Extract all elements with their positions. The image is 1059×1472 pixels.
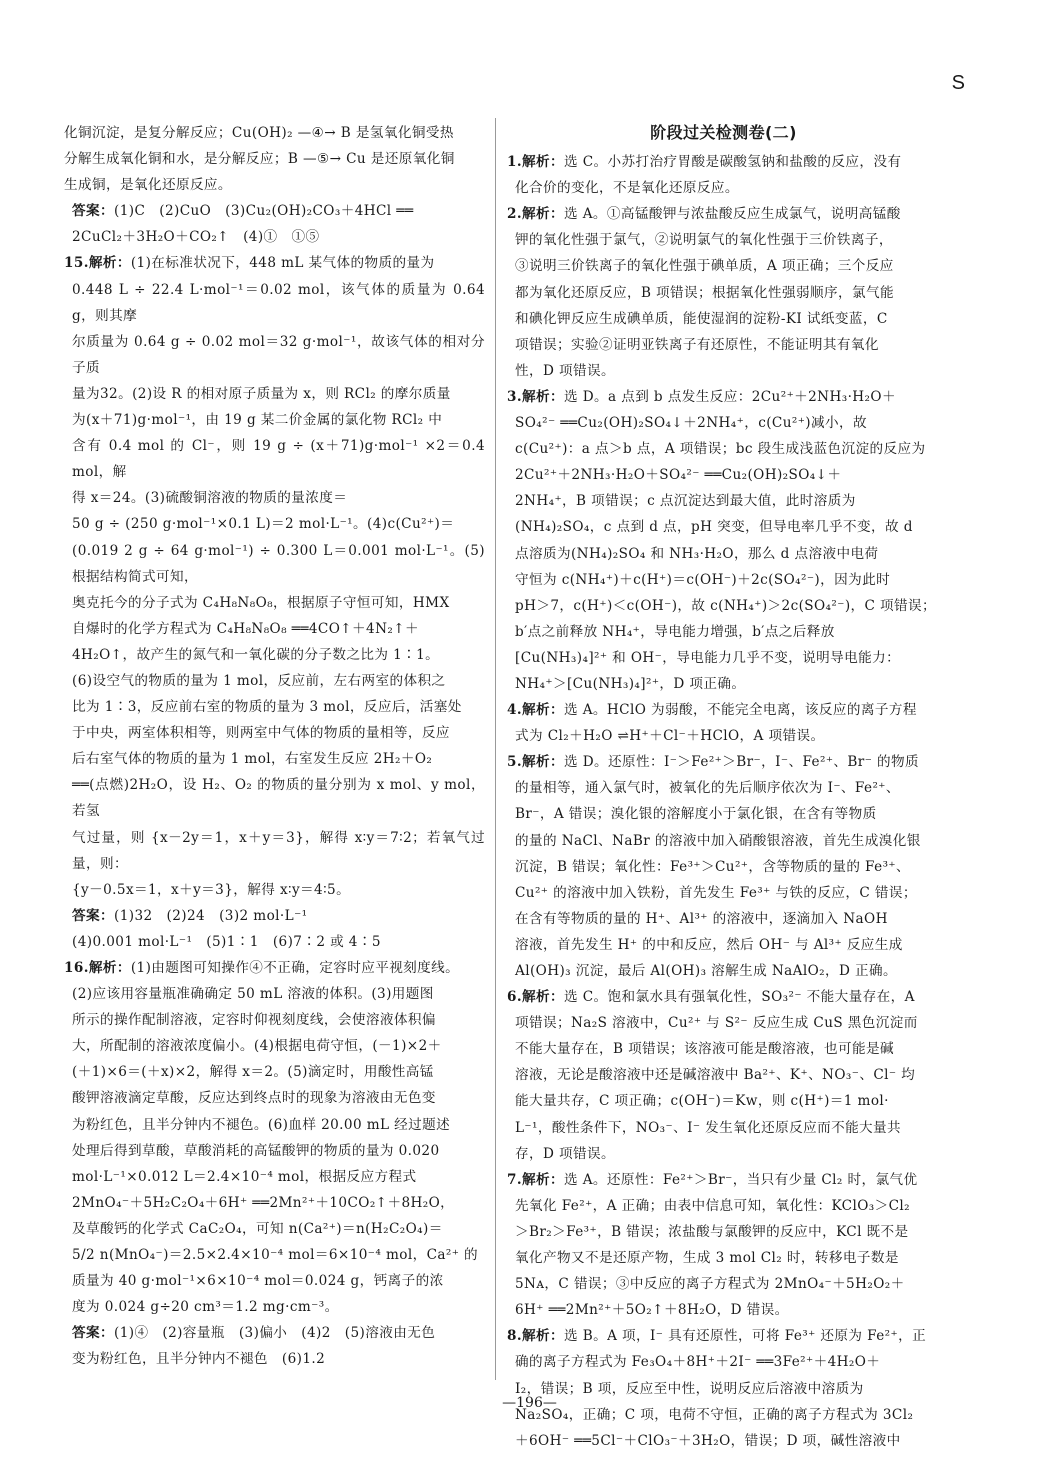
question-label: 3.解析：	[507, 388, 564, 405]
column-divider	[495, 118, 496, 1380]
text-line: 化铜沉淀，是复分解反应；Cu(OH)₂ —④→ B 是氢氧化铜受热	[64, 125, 454, 141]
section-title: 阶段过关检测卷(二)	[650, 123, 797, 142]
question-7	[507, 1167, 940, 1324]
p14-answer	[64, 198, 485, 250]
question-label: 7.解析：	[507, 1171, 564, 1188]
text-line: mol·L⁻¹×0.012 L＝2.4×10⁻⁴ mol，根据反应方程式	[72, 1168, 417, 1185]
text-line: 先氧化 Fe²⁺，A 正确；由表中信息可知，氧化性：KClO₃＞Cl₂	[515, 1197, 911, 1214]
question-label: 4.解析：	[507, 702, 564, 719]
left-column	[64, 120, 485, 1373]
text-line: 都为氧化还原反应，B 项错误；根据氧化性强弱顺序，氯气能	[515, 284, 894, 301]
question-16	[64, 955, 485, 1373]
text-line: 为(x＋71)g·mol⁻¹，由 19 g 某二价金属的氯化物 RCl₂ 中	[72, 412, 443, 429]
text-line: ＋6OH⁻ ══5Cl⁻＋ClO₃⁻＋3H₂O，错误；D 项，碱性溶液中	[515, 1432, 901, 1449]
text-line: (1)由题图可知操作④不正确，定容时应平视刻度线。	[130, 960, 460, 976]
text-line: ══(点燃)2H₂O，设 H₂、O₂ 的物质的量分别为 x mol、y mol，若氢	[72, 777, 485, 820]
text-line: 能大量共存，C 项正确；c(OH⁻)＝Kw，则 c(H⁺)＝1 mol·	[515, 1093, 889, 1110]
text-line: 2Cu²⁺＋2NH₃·H₂O＋SO₄²⁻ ══Cu₂(OH)₂SO₄↓＋	[515, 467, 842, 484]
text-line: 比为 1∶3，反应前右室的物质的量为 3 mol，反应后，活塞处	[72, 699, 462, 716]
text-line: 奥克托今的分子式为 C₄H₈N₈O₈，根据原子守恒可知，HMX	[72, 594, 450, 611]
text-line: 选 A。HClO 为弱酸，不能完全电离，该反应的离子方程	[563, 702, 917, 719]
question-1	[507, 149, 940, 201]
text-line: 选 C。饱和氯水具有强氧化性，SO₃²⁻ 不能大量存在，A	[563, 989, 915, 1006]
text-line: Cu²⁺ 的溶液中加入铁粉，首先发生 Fe³⁺ 与铁的反应，C 错误；	[515, 884, 917, 901]
text-line: 选 A。①高锰酸钾与浓盐酸反应生成氯气，说明高锰酸	[563, 206, 901, 223]
question-label: 1.解析：	[507, 154, 564, 171]
text-line: 后右室气体的物质的量为 1 mol，右室发生反应 2H₂＋O₂	[72, 751, 433, 768]
text-line-row	[507, 1167, 940, 1193]
text-line: 及草酸钙的化学式 CaC₂O₄，可知 n(Ca²⁺)＝n(H₂C₂O₄)＝	[72, 1220, 443, 1237]
text-line-row	[507, 384, 940, 410]
text-line: 0.448 L ÷ 22.4 L·mol⁻¹＝0.02 mol，该气体的质量为 0.64 g，则其摩	[72, 281, 485, 324]
page-number: —196—	[502, 1395, 557, 1411]
text-line: 于中央，两室体积相等，则两室中气体的物质的量相等，反应	[72, 725, 450, 742]
text-line: 守恒为 c(NH₄⁺)＋c(H⁺)＝c(OH⁻)＋2c(SO₄²⁻)，因为此时	[515, 571, 891, 588]
text-line: 尔质量为 0.64 g ÷ 0.02 mol＝32 g·mol⁻¹，故该气体的相对分子质	[72, 333, 485, 376]
text-line: 选 C。小苏打治疗胃酸是碳酸氢钠和盐酸的反应，没有	[563, 154, 902, 171]
text-line: 处理后得到草酸，草酸消耗的高锰酸钾的物质的量为 0.020	[72, 1142, 440, 1159]
text-line: (4)0.001 mol·L⁻¹ (5)1∶1 (6)7∶2 或 4∶5	[72, 933, 381, 950]
question-2	[507, 201, 940, 384]
text-line: (0.019 2 g ÷ 64 g·mol⁻¹) ÷ 0.300 L＝0.001 mol·L⁻¹。(5)根据结构简式可知，	[72, 542, 485, 585]
question-label: 16.解析：	[64, 960, 131, 976]
text-line: 生成铜，是氧化还原反应。	[64, 177, 232, 194]
text-line: 分解生成氧化铜和水，是分解反应；B —⑤→ Cu 是还原氧化铜	[64, 151, 455, 168]
question-4	[507, 697, 940, 749]
question-3	[507, 384, 940, 697]
text-line: 质量为 40 g·mol⁻¹×6×10⁻⁴ mol＝0.024 g，钙离子的浓	[72, 1273, 444, 1290]
text-line: 含有 0.4 mol 的 Cl⁻，则 19 g ÷ (x＋71)g·mol⁻¹ ×2＝0.4 mol，解	[72, 438, 485, 481]
text-line: 5Nᴀ，C 错误；③中反应的离子方程式为 2MnO₄⁻＋5H₂O₂＋	[515, 1276, 905, 1293]
question-6	[507, 984, 940, 1167]
text-line: 5/2 n(MnO₄⁻)＝2.5×2.4×10⁻⁴ mol＝6×10⁻⁴ mol，Ca²⁺ 的	[72, 1247, 479, 1264]
answer-label: 答案：	[72, 907, 114, 924]
text-line: (1)32 (2)24 (3)2 mol·L⁻¹	[113, 907, 308, 924]
text-line: 所示的操作配制溶液，定容时仰视刻度线，会使溶液体积偏	[72, 1012, 436, 1029]
text-line: pH＞7，c(H⁺)＜c(OH⁻)，故 c(NH₄⁺)＞2c(SO₄²⁻)，C 项错误；	[515, 597, 937, 614]
question-label: 2.解析：	[507, 206, 564, 223]
text-line: (1)在标准状况下，448 mL 某气体的物质的量为	[130, 255, 435, 272]
text-line: SO₄²⁻ ══Cu₂(OH)₂SO₄↓＋2NH₄⁺，c(Cu²⁺)减小，故	[515, 415, 867, 432]
text-line: 大，所配制的溶液浓度偏小。(4)根据电荷守恒，(－1)×2＋	[72, 1038, 442, 1055]
text-line: [Cu(NH₃)₄]²⁺ 和 OH⁻，导电能力几乎不变，说明导电能力：	[515, 649, 901, 666]
text-line: (＋1)×6＝(＋x)×2，解得 x＝2。(5)滴定时，用酸性高锰	[72, 1064, 434, 1081]
question-5	[507, 749, 940, 984]
text-line-row	[507, 149, 940, 175]
text-line: 钾的氧化性强于氯气，②说明氯气的氧化性强于三价铁离子，	[515, 232, 893, 249]
question-label: 5.解析：	[507, 754, 564, 771]
text-line: (1)C (2)CuO (3)Cu₂(OH)₂CO₃＋4HCl ══	[113, 203, 414, 220]
text-line: 不能大量存在，B 项错误；该溶液可能是酸溶液，也可能是碱	[515, 1041, 894, 1058]
text-line: 项错误；实验②证明亚铁离子有还原性，不能证明其有氧化	[515, 336, 879, 353]
corner-letter: S	[951, 72, 965, 94]
text-line: 化合价的变化，不是氧化还原反应。	[515, 180, 739, 197]
text-line: (2)应该用容量瓶准确确定 50 mL 溶液的体积。(3)用题图	[72, 986, 434, 1003]
text-line: 量为32。(2)设 R 的相对原子质量为 x，则 RCl₂ 的摩尔质量	[72, 385, 451, 402]
text-line: (NH₄)₂SO₄，c 点到 d 点，pH 突变，但导电率几乎不变，故 d	[515, 519, 913, 536]
question-15	[64, 250, 485, 955]
text-line: 变为粉红色，且半分钟内不褪色 (6)1.2	[72, 1351, 326, 1368]
text-line: b′点之前释放 NH₄⁺，导电能力增强，b′点之后释放	[515, 623, 835, 640]
text-line: 确的离子方程式为 Fe₃O₄＋8H⁺＋2I⁻ ══3Fe²⁺＋4H₂O＋	[515, 1354, 881, 1371]
text-line: 在含有等物质的量的 H⁺、Al³⁺ 的溶液中，逐滴加入 NaOH	[515, 910, 888, 927]
text-line: I₂，错误；B 项，反应至中性，说明反应后溶液中溶质为	[515, 1380, 864, 1397]
text-line: 选 A。还原性：Fe²⁺＞Br⁻，当只有少量 Cl₂ 时，氯气优	[563, 1171, 918, 1188]
text-line: 2NH₄⁺，B 项错误；c 点沉淀达到最大值，此时溶质为	[515, 493, 856, 510]
text-line: 溶液，无论是酸溶液中还是碱溶液中 Ba²⁺、K⁺、NO₃⁻、Cl⁻ 均	[515, 1067, 916, 1084]
text-line: 自爆时的化学方程式为 C₄H₈N₈O₈ ══4CO↑＋4N₂↑＋	[72, 620, 419, 637]
question-label: 15.解析：	[64, 255, 131, 272]
text-line: (1)④ (2)容量瓶 (3)偏小 (4)2 (5)溶液由无色	[113, 1325, 436, 1342]
text-line: 4H₂O↑，故产生的氮气和一氧化碳的分子数之比为 1∶1。	[72, 646, 440, 663]
text-line: 的量的 NaCl、NaBr 的溶液中加入硝酸银溶液，首先生成溴化银	[515, 832, 921, 849]
text-line: 6H⁺ ══2Mn²⁺＋5O₂↑＋8H₂O，D 错误。	[515, 1302, 789, 1319]
text-line: 存，D 项错误。	[515, 1145, 615, 1162]
text-line: 点溶质为(NH₄)₂SO₄ 和 NH₃·H₂O，那么 d 点溶液中电荷	[515, 545, 879, 562]
answer-list	[507, 149, 940, 1454]
answer-label: 答案：	[72, 203, 114, 220]
text-line: 沉淀，B 错误；氧化性：Fe³⁺＞Cu²⁺，含等物质的量的 Fe³⁺、	[515, 858, 911, 875]
question-label: 8.解析：	[507, 1328, 564, 1345]
question-label: 6.解析：	[507, 989, 564, 1006]
p14-continuation	[64, 120, 485, 198]
question-8	[507, 1323, 940, 1453]
text-line: (6)设空气的物质的量为 1 mol，反应前，左右两室的体积之	[72, 672, 446, 689]
text-line: NH₄⁺＞[Cu(NH₃)₄]²⁺，D 项正确。	[515, 675, 746, 692]
text-line-row	[507, 201, 940, 227]
text-line: 酸钾溶液滴定草酸，反应达到终点时的现象为溶液由无色变	[72, 1090, 436, 1107]
text-line: 的量相等，通入氯气时，被氧化的先后顺序依次为 I⁻、Fe²⁺、	[515, 780, 900, 797]
text-line: {y－0.5x＝1，x＋y＝3}，解得 x∶y＝4∶5。	[72, 881, 351, 898]
text-line: 式为 Cl₂＋H₂O ⇌H⁺＋Cl⁻＋HClO，A 项错误。	[515, 728, 825, 745]
text-line: 度为 0.024 g÷20 cm³＝1.2 mg·cm⁻³。	[72, 1299, 339, 1316]
text-line-row	[507, 749, 940, 775]
text-line: 氧化产物又不是还原产物，生成 3 mol Cl₂ 时，转移电子数是	[515, 1250, 899, 1267]
text-line: ＞Br₂＞Fe³⁺，B 错误；浓盐酸与氯酸钾的反应中，KCl 既不是	[515, 1223, 909, 1240]
text-line: 50 g ÷ (250 g·mol⁻¹×0.1 L)＝2 mol·L⁻¹。(4)c(Cu²⁺)＝	[72, 516, 455, 533]
right-column	[507, 120, 940, 1454]
text-line: Br⁻，A 错误；溴化银的溶解度小于氯化银，在含有等物质	[515, 806, 877, 823]
text-line: 选 D。还原性：I⁻＞Fe²⁺＞Br⁻，I⁻、Fe²⁺、Br⁻ 的物质	[563, 754, 919, 771]
text-line-row	[507, 697, 940, 723]
text-line: 气过量，则 {x－2y＝1，x＋y＝3}，解得 x∶y＝7∶2；若氧气过量，则：	[72, 829, 485, 872]
text-line: ③说明三价铁离子的氧化性强于碘单质，A 项正确；三个反应	[515, 258, 894, 275]
text-line: 2CuCl₂＋3H₂O＋CO₂↑ (4)① ①⑤	[72, 229, 320, 246]
text-line: 2MnO₄⁻＋5H₂C₂O₄＋6H⁺ ══2Mn²⁺＋10CO₂↑＋8H₂O，	[72, 1194, 455, 1211]
text-line: 性，D 项错误。	[515, 362, 615, 379]
text-line: c(Cu²⁺)：a 点＞b 点，A 项错误；bc 段生成浅蓝色沉淀的反应为	[515, 441, 926, 458]
text-line-row	[507, 1323, 940, 1349]
text-line: 溶液，首先发生 H⁺ 的中和反应，然后 OH⁻ 与 Al³⁺ 反应生成	[515, 936, 903, 953]
text-line: 得 x＝24。(3)硫酸铜溶液的物质的量浓度＝	[72, 490, 348, 507]
text-line: 为粉红色，且半分钟内不褪色。(6)血样 20.00 mL 经过题述	[72, 1116, 451, 1133]
text-line-row	[507, 984, 940, 1010]
text-line: 选 D。a 点到 b 点发生反应：2Cu²⁺＋2NH₃·H₂O＋	[563, 388, 896, 405]
text-line: 和碘化钾反应生成碘单质，能使湿润的淀粉-KI 试纸变蓝，C	[515, 310, 888, 327]
text-line: 项错误；Na₂S 溶液中，Cu²⁺ 与 S²⁻ 反应生成 CuS 黑色沉淀而	[515, 1015, 918, 1032]
answer-label: 答案：	[72, 1325, 114, 1342]
text-line: Na₂SO₄，正确；C 项，电荷不守恒，正确的离子方程式为 3Cl₂	[515, 1406, 914, 1423]
text-line: L⁻¹，酸性条件下，NO₃⁻、I⁻ 发生氧化还原反应而不能大量共	[515, 1119, 902, 1136]
text-line: Al(OH)₃ 沉淀，最后 Al(OH)₃ 溶解生成 NaAlO₂，D 正确。	[515, 963, 898, 979]
text-line: 选 B。A 项，I⁻ 具有还原性，可将 Fe³⁺ 还原为 Fe²⁺，正	[563, 1328, 927, 1345]
